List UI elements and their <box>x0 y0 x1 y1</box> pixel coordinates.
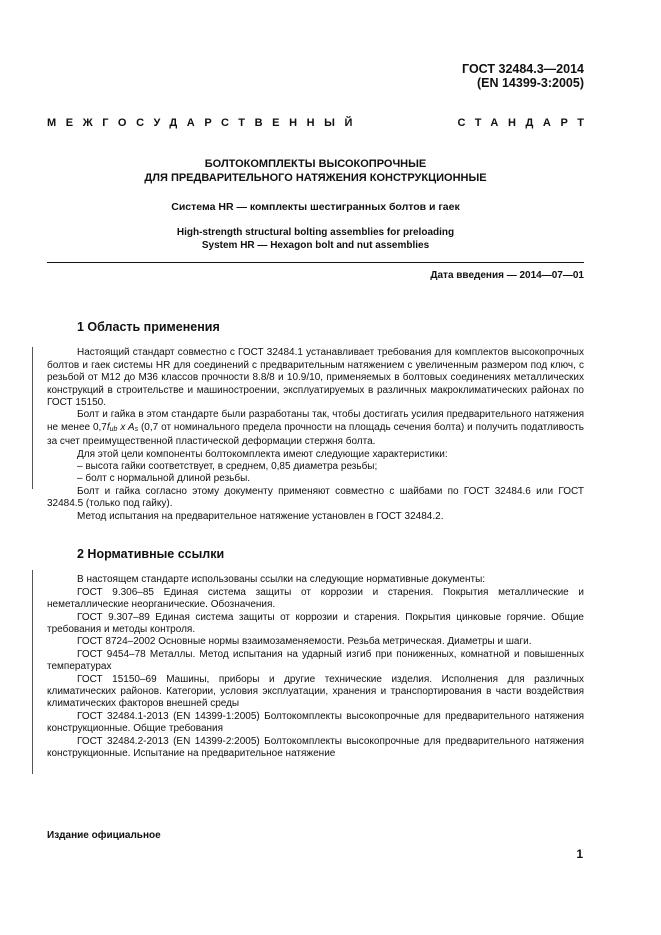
reference-item: ГОСТ 15150–69 Машины, приборы и другие технические изделия. Исполнения для различных климатических районов. Категории, условия эксплуатации, хранения и транспортирования в части воздействия климатических факторов внешней среды <box>47 673 584 710</box>
standard-type-line <box>47 117 594 129</box>
title-ru-line2: ДЛЯ ПРЕДВАРИТЕЛЬНОГО НАТЯЖЕНИЯ КОНСТРУКЦИОННЫЕ <box>144 172 487 184</box>
list-item: – болт с нормальной длиной резьбы. <box>77 473 251 485</box>
document-number <box>462 62 584 90</box>
section-heading: 1 Область применения <box>77 320 220 334</box>
paragraph: Болт и гайка в этом стандарте были разработаны так, чтобы достигать усилия предварительного натяжения не менее 0,7fub x As (0,7 от номинального предела прочности на площадь сечения болта) и получить податливость за счет преимущественной пластической деформации стержня болта. <box>47 409 584 448</box>
document-number-ru: ГОСТ 32484.3—2014 <box>462 62 584 76</box>
title-ru-line1: БОЛТОКОМПЛЕКТЫ ВЫСОКОПРОЧНЫЕ <box>204 158 427 170</box>
reference-item: ГОСТ 32484.1-2013 (EN 14399-1:2005) Болтокомплекты высокопрочные для предварительного натяжения конструкционные. Общие требования <box>47 710 584 735</box>
official-edition-label: Издание официальное <box>47 830 161 841</box>
section-heading: 2 Нормативные ссылки <box>77 547 225 561</box>
title-ru <box>47 157 584 185</box>
standard-type-right: СТАНДАРТ <box>457 117 594 129</box>
paragraph: Болт и гайка согласно этому документу применяют совместно с шайбами по ГОСТ 32484.6 или ГОСТ 32484.5 (только под гайку). <box>47 485 584 510</box>
standard-type-left: МЕЖГОСУДАРСТВЕННЫЙ <box>47 117 363 129</box>
subtitle-ru: Система HR — комплекты шестигранных болтов и гаек <box>171 201 460 213</box>
title-en-line1: High-strength structural bolting assemblies for preloading <box>176 227 455 238</box>
revision-bar <box>32 570 33 774</box>
introduction-date: Дата введения — 2014—07—01 <box>430 270 584 281</box>
paragraph: Настоящий стандарт совместно с ГОСТ 32484.1 устанавливает требования для комплектов высокопрочных болтов и гаек системы HR для соединений с предварительным натяжением с увеличенным размером под ключ, с резьбой от М12 до М36 классов прочности 8.8/8 и 10.9/10, применяемых в болтовых соединениях металлических конструкций в строительстве и машиностроении, эксплуатируемых в различных макроклиматических районах по ГОСТ 15150. <box>47 347 584 409</box>
revision-bar <box>32 347 33 489</box>
reference-item: ГОСТ 9.307–89 Единая система защиты от коррозии и старения. Покрытия цинковые горячие. Общие требования и методы контроля. <box>47 611 584 636</box>
reference-item: ГОСТ 9454–78 Металлы. Метод испытания на ударный изгиб при пониженных, комнатной и повышенных температурах <box>47 648 584 673</box>
paragraph: Для этой цели компоненты болтокомплекта имеют следующие характеристики: <box>77 448 448 460</box>
paragraph: В настоящем стандарте использованы ссылки на следующие нормативные документы: <box>77 574 486 586</box>
page-number: 1 <box>576 847 583 861</box>
title-en-line2: System HR — Hexagon bolt and nut assemblies <box>201 239 430 251</box>
paragraph: Метод испытания на предварительное натяжение установлен в ГОСТ 32484.2. <box>77 510 444 522</box>
title-divider <box>47 262 584 263</box>
section-normative-references <box>47 548 584 761</box>
document-number-en: (EN 14399-3:2005) <box>476 76 584 90</box>
title-block <box>47 157 584 252</box>
reference-item: ГОСТ 9.306–85 Единая система защиты от коррозии и старения. Покрытия металлические и неметаллические неорганические. Обозначения. <box>47 586 584 611</box>
reference-item: ГОСТ 8724–2002 Основные нормы взаимозаменяемости. Резьба метрическая. Диаметры и шаги. <box>77 636 532 648</box>
list-item: – высота гайки соответствует, в среднем, 0,85 диаметра резьбы; <box>77 461 378 473</box>
reference-item: ГОСТ 32484.2-2013 (EN 14399-2:2005) Болтокомплекты высокопрочные для предварительного натяжения конструкционные. Испытание на предварительное натяжение <box>47 735 584 760</box>
section-scope <box>47 321 584 523</box>
title-en <box>47 227 584 252</box>
